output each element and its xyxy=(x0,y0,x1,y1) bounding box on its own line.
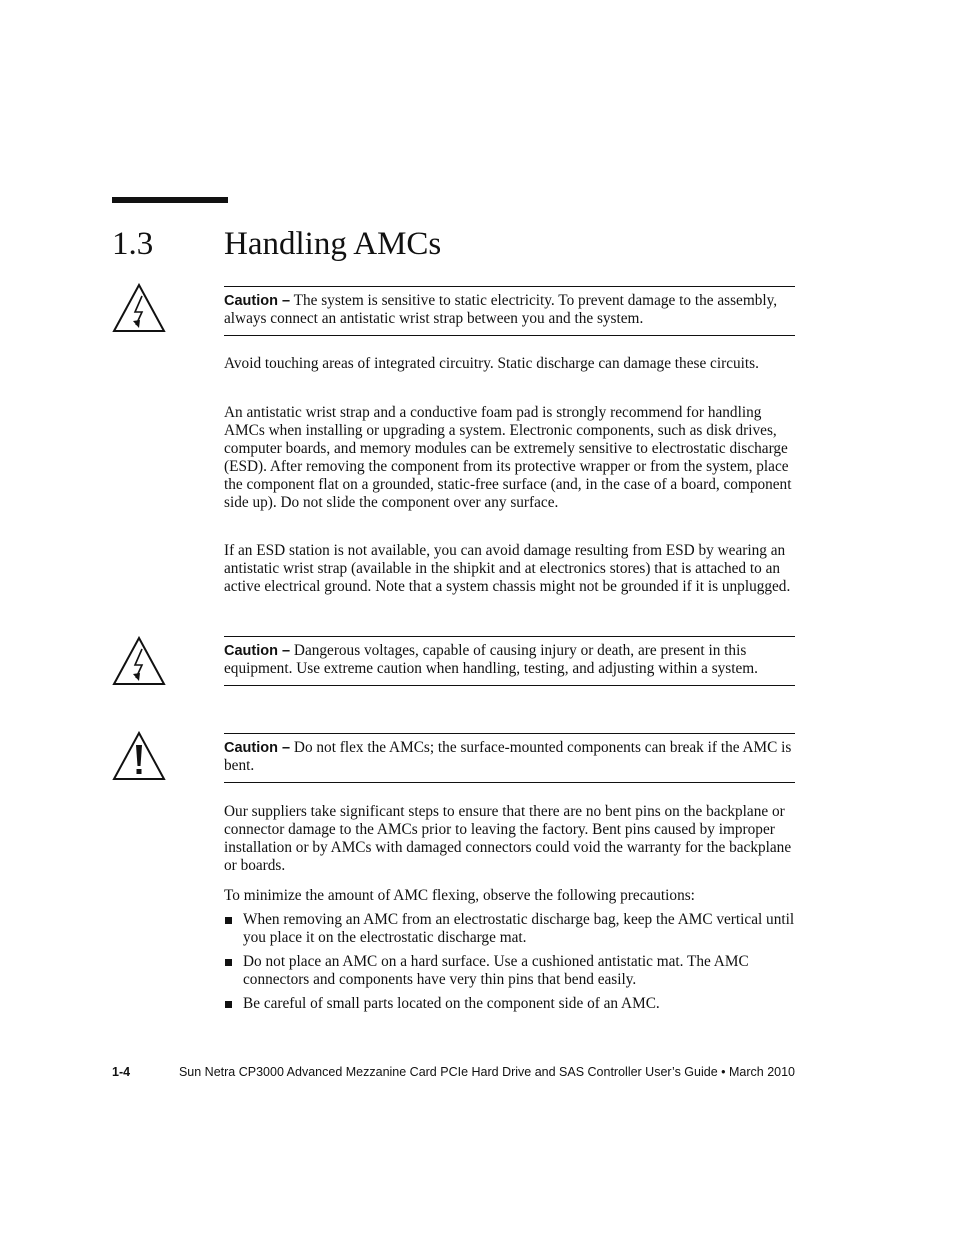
caution-label: Caution – xyxy=(224,740,291,756)
caution-text: Dangerous voltages, capable of causing injury or death, are present in this equipment. Use extreme caution when handling, testing, and adjusting within a system. xyxy=(224,642,759,677)
caution-text: Do not flex the AMCs; the surface-mounted components can break if the AMC is bent. xyxy=(224,739,792,774)
paragraph: Our suppliers take significant steps to ensure that there are no bent pins on the backplane or connector damage to the AMCs prior to leaving the factory. Bent pins caused by improper installation or by AMCs with damaged connectors could void the warranty for the backplane or boards. xyxy=(224,803,792,874)
caution-box-voltage xyxy=(224,636,795,686)
paragraph: Avoid touching areas of integrated circuitry. Static discharge can damage these circuits. xyxy=(224,355,759,372)
paragraph: If an ESD station is not available, you can avoid damage resulting from ESD by wearing an antistatic wrist strap (available in the shipkit and at electronics stores) that is attached to an active electrical ground. Note that a system chassis might not be grounded if it is unplugged. xyxy=(224,542,791,595)
list-item-text: Do not place an AMC on a hard surface. Use a cushioned antistatic mat. The AMC connectors and components have very thin pins that bend easily. xyxy=(243,953,749,988)
list-item-text: Be careful of small parts located on the component side of an AMC. xyxy=(243,995,660,1012)
bullet-square-icon xyxy=(225,1001,232,1008)
paragraph: An antistatic wrist strap and a conductive foam pad is strongly recommend for handling AMCs when installing or upgrading a system. Electronic components, such as disk drives, computer boards, and memory modules can be extremely sensitive to electrostatic discharge (ESD). After removing the component from its protective wrapper or from the system, place the component flat on a grounded, static-free surface (and, in the case of a board, component side up). Do not slide the component over any surface. xyxy=(224,404,792,511)
list-item xyxy=(224,953,795,989)
caution-box-static xyxy=(224,286,795,336)
exclamation-warning-icon xyxy=(112,731,166,781)
list-item xyxy=(224,995,795,1013)
list-item xyxy=(224,911,795,947)
bullet-square-icon xyxy=(225,917,232,924)
section-title: Handling AMCs xyxy=(224,226,442,262)
paragraph: To minimize the amount of AMC flexing, observe the following precautions: xyxy=(224,887,695,904)
caution-text: The system is sensitive to static electricity. To prevent damage to the assembly, always connect an antistatic wrist strap between you and the system. xyxy=(224,292,778,327)
bullet-square-icon xyxy=(225,959,232,966)
page-footer xyxy=(112,1063,795,1081)
section-top-rule xyxy=(112,197,228,203)
caution-label: Caution – xyxy=(224,293,291,309)
section-number: 1.3 xyxy=(112,226,154,262)
electrical-hazard-icon xyxy=(112,283,166,333)
page-number: 1-4 xyxy=(112,1065,131,1079)
document-title: Sun Netra CP3000 Advanced Mezzanine Card PCIe Hard Drive and SAS Controller User’s Guide • March 2010 xyxy=(178,1065,795,1079)
precautions-list xyxy=(224,911,795,1019)
caution-box-flex xyxy=(224,733,795,783)
caution-label: Caution – xyxy=(224,643,291,659)
electrical-hazard-icon xyxy=(112,636,166,686)
list-item-text: When removing an AMC from an electrostatic discharge bag, keep the AMC vertical until you place it on the electrostatic discharge mat. xyxy=(243,911,795,946)
